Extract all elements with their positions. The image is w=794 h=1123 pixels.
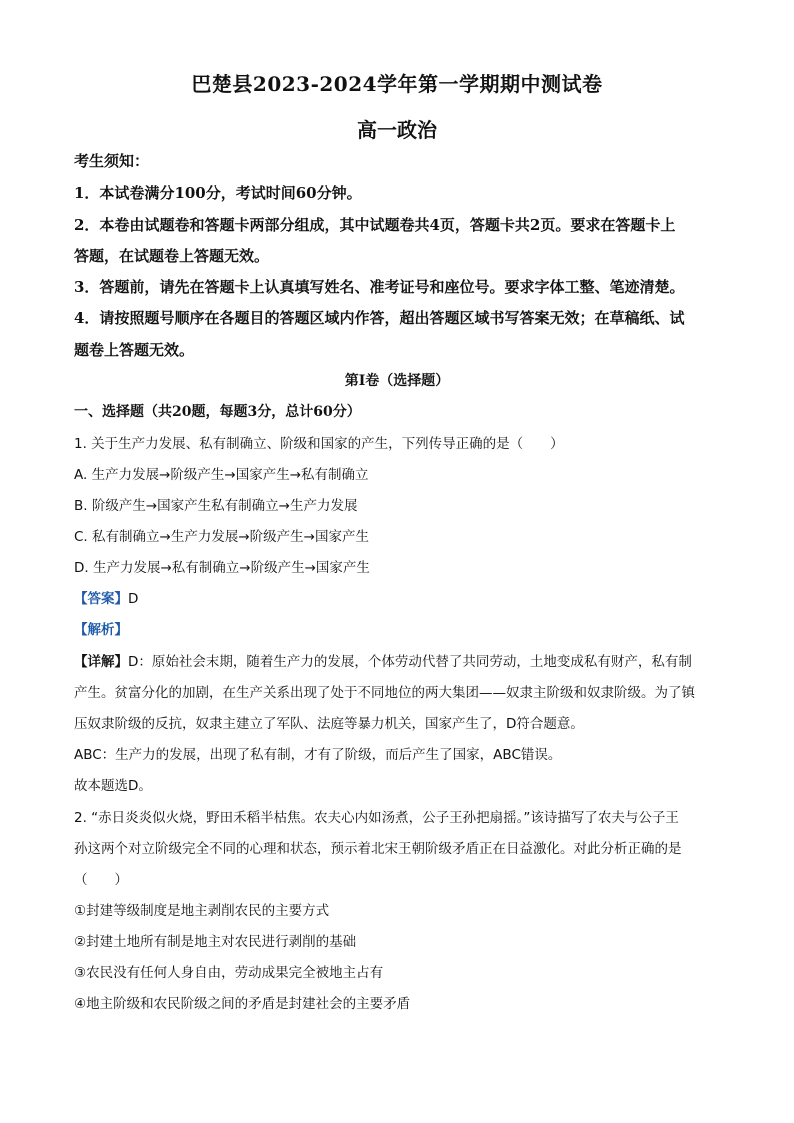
detail-tag: 【详解】 [74,654,128,670]
q2-statement: ④地主阶级和农民阶级之间的矛盾是封建社会的主要矛盾 [74,996,411,1012]
notice-line: 3．答题前，请先在答题卡上认真填写姓名、准考证号和座位号。要求字体工整、笔迹清楚。 [74,278,685,296]
notice-line: 4．请按照题号顺序在各题目的答题区域内作答，超出答题区域书写答案无效；在草稿纸、试 [74,309,685,327]
q1-answer [74,587,138,607]
notice-heading: 考生须知： [74,152,150,170]
notice-line: 答题，在试题卷上答题无效。 [74,247,270,265]
q1-detail-line [74,650,692,670]
q1-option-a: A. 生产力发展→阶级产生→国家产生→私有制确立 [74,467,369,483]
part1-title: 第Ⅰ卷（选择题） [344,373,450,389]
q2-stem-line: （ ） [74,872,128,888]
q2-stem-line: 2. “赤日炎炎似火烧，野田禾稻半枯焦。农夫心内如汤煮，公子王孙把扇摇。”该诗描写了农夫与公子王 [74,810,679,826]
q1-detail-line: 故本题选D。 [74,778,152,794]
answer-value: D [128,591,139,607]
q2-statement: ②封建土地所有制是地主对农民进行剥削的基础 [74,934,357,950]
q2-stem-line: 孙这两个对立阶级完全不同的心理和状态，预示着北宋王朝阶级矛盾正在日益激化。对此分析正确的是 [74,841,682,857]
notice-line: 2．本卷由试题卷和答题卡两部分组成，其中试题卷共4页，答题卡共2页。要求在答题卡上 [74,216,676,234]
q1-stem: 1. 关于生产力发展、私有制确立、阶级和国家的产生，下列传导正确的是（ ） [74,436,564,452]
analysis-tag: 【解析】 [74,622,128,638]
notice-line: 1．本试卷满分100分，考试时间60分钟。 [74,184,362,202]
q1-analysis [74,618,128,638]
q1-option-b: B. 阶级产生→国家产生私有制确立→生产力发展 [74,498,358,514]
q1-detail-line: 产生。贫富分化的加剧，在生产关系出现了处于不同地位的两大集团——奴隶主阶级和奴隶阶级。为了镇 [74,685,695,701]
notice-line: 题卷上答题无效。 [74,341,195,359]
exam-subject: 高一政治 [357,118,437,142]
q1-detail-line: 压奴隶阶级的反抗，奴隶主建立了军队、法庭等暴力机关，国家产生了，D符合题意。 [74,716,584,732]
answer-tag: 【答案】 [74,591,128,607]
exam-title: 巴楚县2023-2024学年第一学期期中测试卷 [191,72,603,96]
q1-option-c: C. 私有制确立→生产力发展→阶级产生→国家产生 [74,529,369,545]
q1-option-d: D. 生产力发展→私有制确立→阶级产生→国家产生 [74,560,370,576]
section1-title: 一、选择题（共20题，每题3分，总计60分） [74,404,361,420]
detail-text: D：原始社会末期，随着生产力的发展，个体劳动代替了共同劳动，土地变成私有财产，私有制 [128,654,692,670]
q1-detail-line: ABC：生产力的发展，出现了私有制，才有了阶级，而后产生了国家，ABC错误。 [74,747,562,763]
q2-statement: ③农民没有任何人身自由，劳动成果完全被地主占有 [74,965,384,981]
q2-statement: ①封建等级制度是地主剥削农民的主要方式 [74,903,330,919]
